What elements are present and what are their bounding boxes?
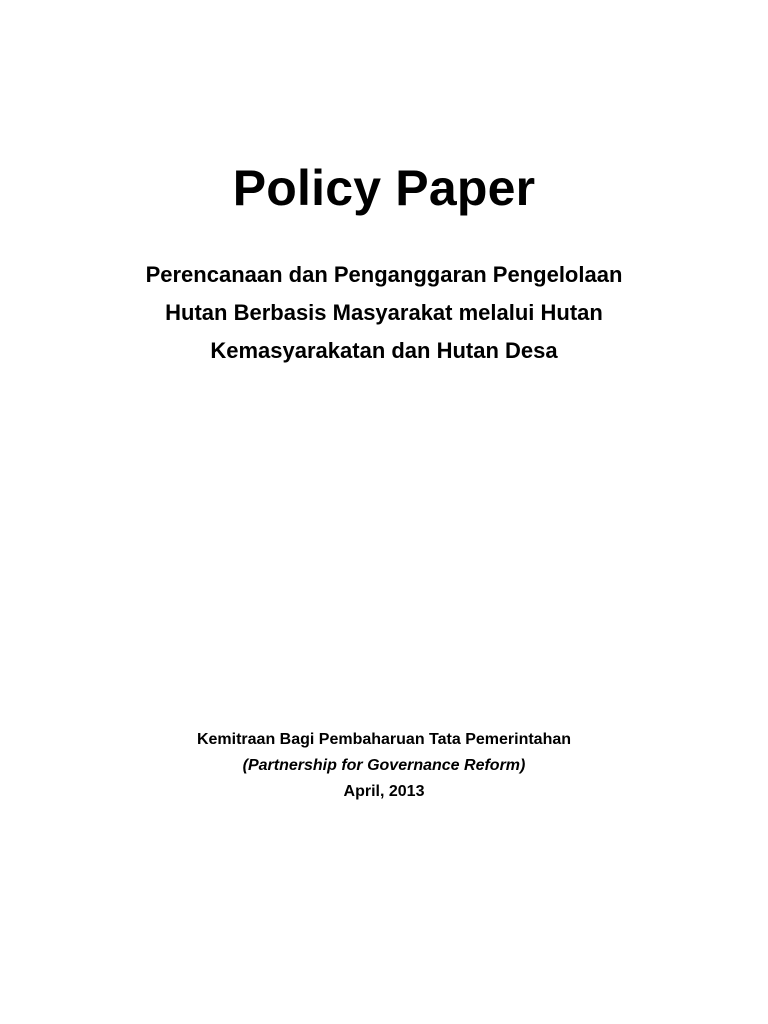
publication-date: April, 2013	[343, 783, 425, 800]
organization-name: Kemitraan Bagi Pembaharuan Tata Pemerintahan	[196, 731, 572, 748]
document-footer	[0, 727, 768, 805]
document-title: Policy Paper	[232, 160, 536, 216]
subtitle-line-3: Kemasyarakatan dan Hutan Desa	[210, 338, 558, 363]
document-subtitle	[84, 256, 684, 370]
subtitle-line-2: Hutan Berbasis Masyarakat melalui Hutan	[165, 300, 603, 325]
subtitle-line-1: Perencanaan dan Penganggaran Pengelolaan	[145, 262, 623, 287]
organization-name-english: (Partnership for Governance Reform)	[242, 757, 526, 774]
